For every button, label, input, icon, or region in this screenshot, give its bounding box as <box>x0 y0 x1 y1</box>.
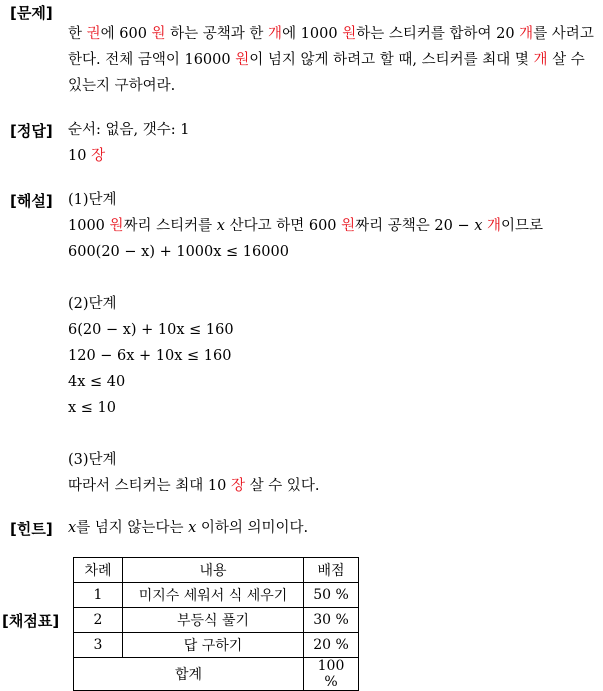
header-score: 배점 <box>304 558 359 583</box>
problem-line-1: 한 권에 600 원 하는 공책과 한 개에 1000 원하는 스티커를 합하여 20 개를 사려고 <box>68 26 594 42</box>
header-content: 내용 <box>123 558 304 583</box>
rubric-table <box>73 557 359 691</box>
table-row <box>74 633 359 658</box>
cell-order: 3 <box>74 633 123 658</box>
table-header-row <box>74 558 359 583</box>
cell-score: 50 % <box>304 583 359 608</box>
problem-line-3: 있는지 구하여라. <box>68 78 176 94</box>
solution-step2-line: x ≤ 10 <box>68 400 116 416</box>
solution-step3-text: 따라서 스티커는 최대 10 장 살 수 있다. <box>68 478 320 494</box>
solution-step3-title: (3)단계 <box>68 452 117 468</box>
cell-content: 답 구하기 <box>123 633 304 658</box>
table-total-row <box>74 658 359 691</box>
cell-score: 20 % <box>304 633 359 658</box>
cell-content: 부등식 풀기 <box>123 608 304 633</box>
total-value: 100 % <box>304 658 359 691</box>
solution-step2-line: 6(20 − x) + 10x ≤ 160 <box>68 322 234 338</box>
solution-step1-inequality: 600(20 − x) + 1000x ≤ 16000 <box>68 244 289 260</box>
hint-text: x를 넘지 않는다는 x 이하의 의미이다. <box>68 520 309 536</box>
solution-step1-text: 1000 원짜리 스티커를 x 산다고 하면 600 원짜리 공책은 20 − x 개이므로 <box>68 218 544 234</box>
total-label: 합계 <box>74 658 304 691</box>
cell-order: 2 <box>74 608 123 633</box>
cell-order: 1 <box>74 583 123 608</box>
solution-step2-line: 4x ≤ 40 <box>68 374 126 390</box>
cell-content: 미지수 세워서 식 세우기 <box>123 583 304 608</box>
table-row <box>74 608 359 633</box>
section-rubric-label: [채점표] <box>2 612 60 630</box>
problem-line-2: 한다. 전체 금액이 16000 원이 넘지 않게 하려고 할 때, 스티커를 최대 몇 개 살 수 <box>68 52 585 68</box>
section-problem-label: [문제] <box>10 4 53 22</box>
solution-step2-title: (2)단계 <box>68 296 117 312</box>
section-answer-label: [정답] <box>10 122 53 140</box>
cell-score: 30 % <box>304 608 359 633</box>
header-order: 차례 <box>74 558 123 583</box>
solution-step2-line: 120 − 6x + 10x ≤ 160 <box>68 348 232 364</box>
table-row <box>74 583 359 608</box>
solution-step1-title: (1)단계 <box>68 192 117 208</box>
section-hint-label: [힌트] <box>10 520 53 538</box>
section-solution-label: [해설] <box>10 192 53 210</box>
answer-value: 10 장 <box>68 148 106 164</box>
answer-order: 순서: 없음, 갯수: 1 <box>68 122 190 138</box>
